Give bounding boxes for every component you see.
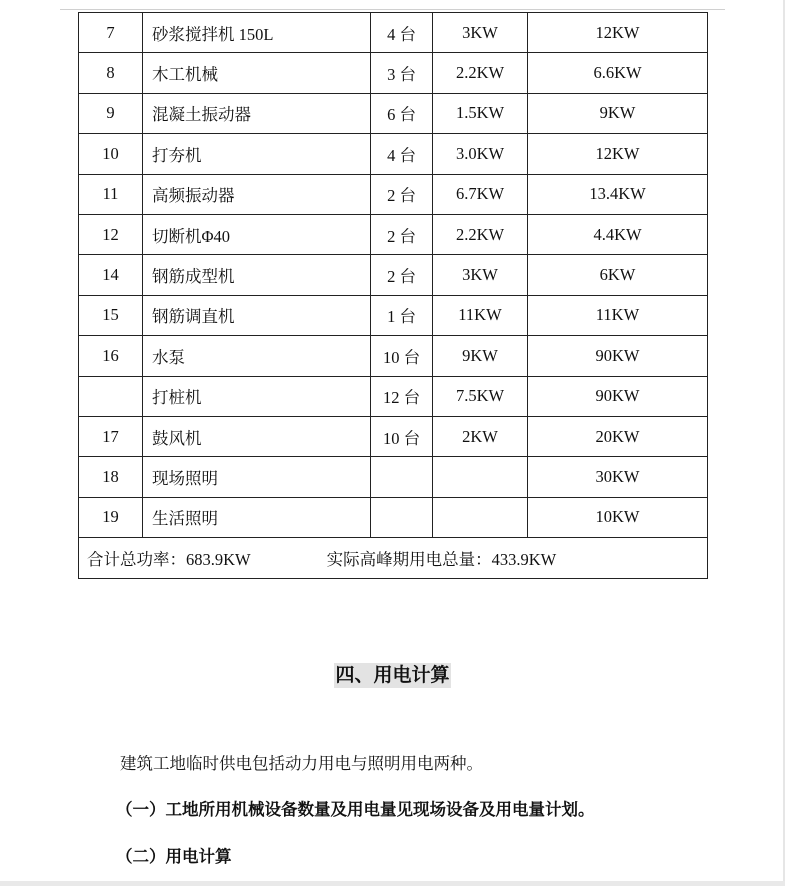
table-row [79,134,708,174]
total-power: 11KW [528,295,708,335]
table-row [79,376,708,416]
equipment-quantity: 10 台 [371,416,433,456]
unit-power: 3KW [433,255,528,295]
equipment-name: 打桩机 [143,376,371,416]
table-row [79,13,708,53]
equipment-quantity: 2 台 [371,255,433,295]
row-number: 17 [79,416,143,456]
table-row [79,457,708,497]
total-power: 12KW [528,13,708,53]
unit-power: 2KW [433,416,528,456]
equipment-quantity: 6 台 [371,93,433,133]
equipment-name: 生活照明 [143,497,371,537]
total-power: 20KW [528,416,708,456]
total-power: 4.4KW [528,214,708,254]
unit-power: 2.2KW [433,53,528,93]
unit-power [433,497,528,537]
total-power: 12KW [528,134,708,174]
equipment-name: 现场照明 [143,457,371,497]
total-power: 10KW [528,497,708,537]
page-top-border [60,9,725,10]
row-number: 18 [79,457,143,497]
section-heading [0,660,785,687]
equipment-quantity: 3 台 [371,53,433,93]
total-power-summary: 合计总功率：683.9KW [87,550,251,570]
summary-row [79,538,708,579]
row-number: 9 [79,93,143,133]
equipment-quantity: 2 台 [371,174,433,214]
equipment-quantity: 4 台 [371,134,433,174]
row-number: 10 [79,134,143,174]
row-number: 16 [79,336,143,376]
equipment-quantity [371,497,433,537]
table-row [79,174,708,214]
equipment-name: 木工机械 [143,53,371,93]
unit-power [433,457,528,497]
row-number: 11 [79,174,143,214]
unit-power: 9KW [433,336,528,376]
table-row [79,295,708,335]
total-power: 90KW [528,376,708,416]
equipment-name: 切断机Φ40 [143,214,371,254]
row-number: 15 [79,295,143,335]
row-number: 8 [79,53,143,93]
row-number: 14 [79,255,143,295]
table-row [79,214,708,254]
row-number: 19 [79,497,143,537]
table-row [79,53,708,93]
paragraph-power-supply: 建筑工地临时供电包括动力用电与照明用电两种。 [120,754,483,773]
equipment-name: 打夯机 [143,134,371,174]
row-number [79,376,143,416]
unit-power: 11KW [433,295,528,335]
unit-power: 3KW [433,13,528,53]
equipment-quantity [371,457,433,497]
equipment-name: 鼓风机 [143,416,371,456]
equipment-quantity: 12 台 [371,376,433,416]
peak-power-summary: 实际高峰期用电总量：433.9KW [326,550,557,570]
equipment-name: 水泵 [143,336,371,376]
equipment-quantity: 2 台 [371,214,433,254]
unit-power: 3.0KW [433,134,528,174]
total-power: 90KW [528,336,708,376]
table-row [79,93,708,133]
total-power: 13.4KW [528,174,708,214]
row-number: 12 [79,214,143,254]
equipment-name: 高频振动器 [143,174,371,214]
equipment-quantity: 10 台 [371,336,433,376]
unit-power: 2.2KW [433,214,528,254]
table-row [79,416,708,456]
table-row [79,336,708,376]
row-number: 7 [79,13,143,53]
equipment-name: 混凝土振动器 [143,93,371,133]
equipment-power-table [78,12,708,579]
total-power: 30KW [528,457,708,497]
equipment-name: 钢筋调直机 [143,295,371,335]
total-power: 6.6KW [528,53,708,93]
section-heading-text: 四、用电计算 [335,665,450,686]
unit-power: 7.5KW [433,376,528,416]
paragraph-subsection-2: （二）用电计算 [116,847,232,866]
horizontal-scrollbar[interactable] [0,881,785,886]
equipment-quantity: 1 台 [371,295,433,335]
equipment-name: 砂浆搅拌机 150L [143,13,371,53]
unit-power: 6.7KW [433,174,528,214]
table-row [79,255,708,295]
equipment-name: 钢筋成型机 [143,255,371,295]
equipment-table-body [79,13,708,579]
summary-cell [79,538,708,579]
paragraph-subsection-1: （一）工地所用机械设备数量及用电量见现场设备及用电量计划。 [116,800,595,819]
total-power: 6KW [528,255,708,295]
unit-power: 1.5KW [433,93,528,133]
total-power: 9KW [528,93,708,133]
equipment-quantity: 4 台 [371,13,433,53]
table-row [79,497,708,537]
